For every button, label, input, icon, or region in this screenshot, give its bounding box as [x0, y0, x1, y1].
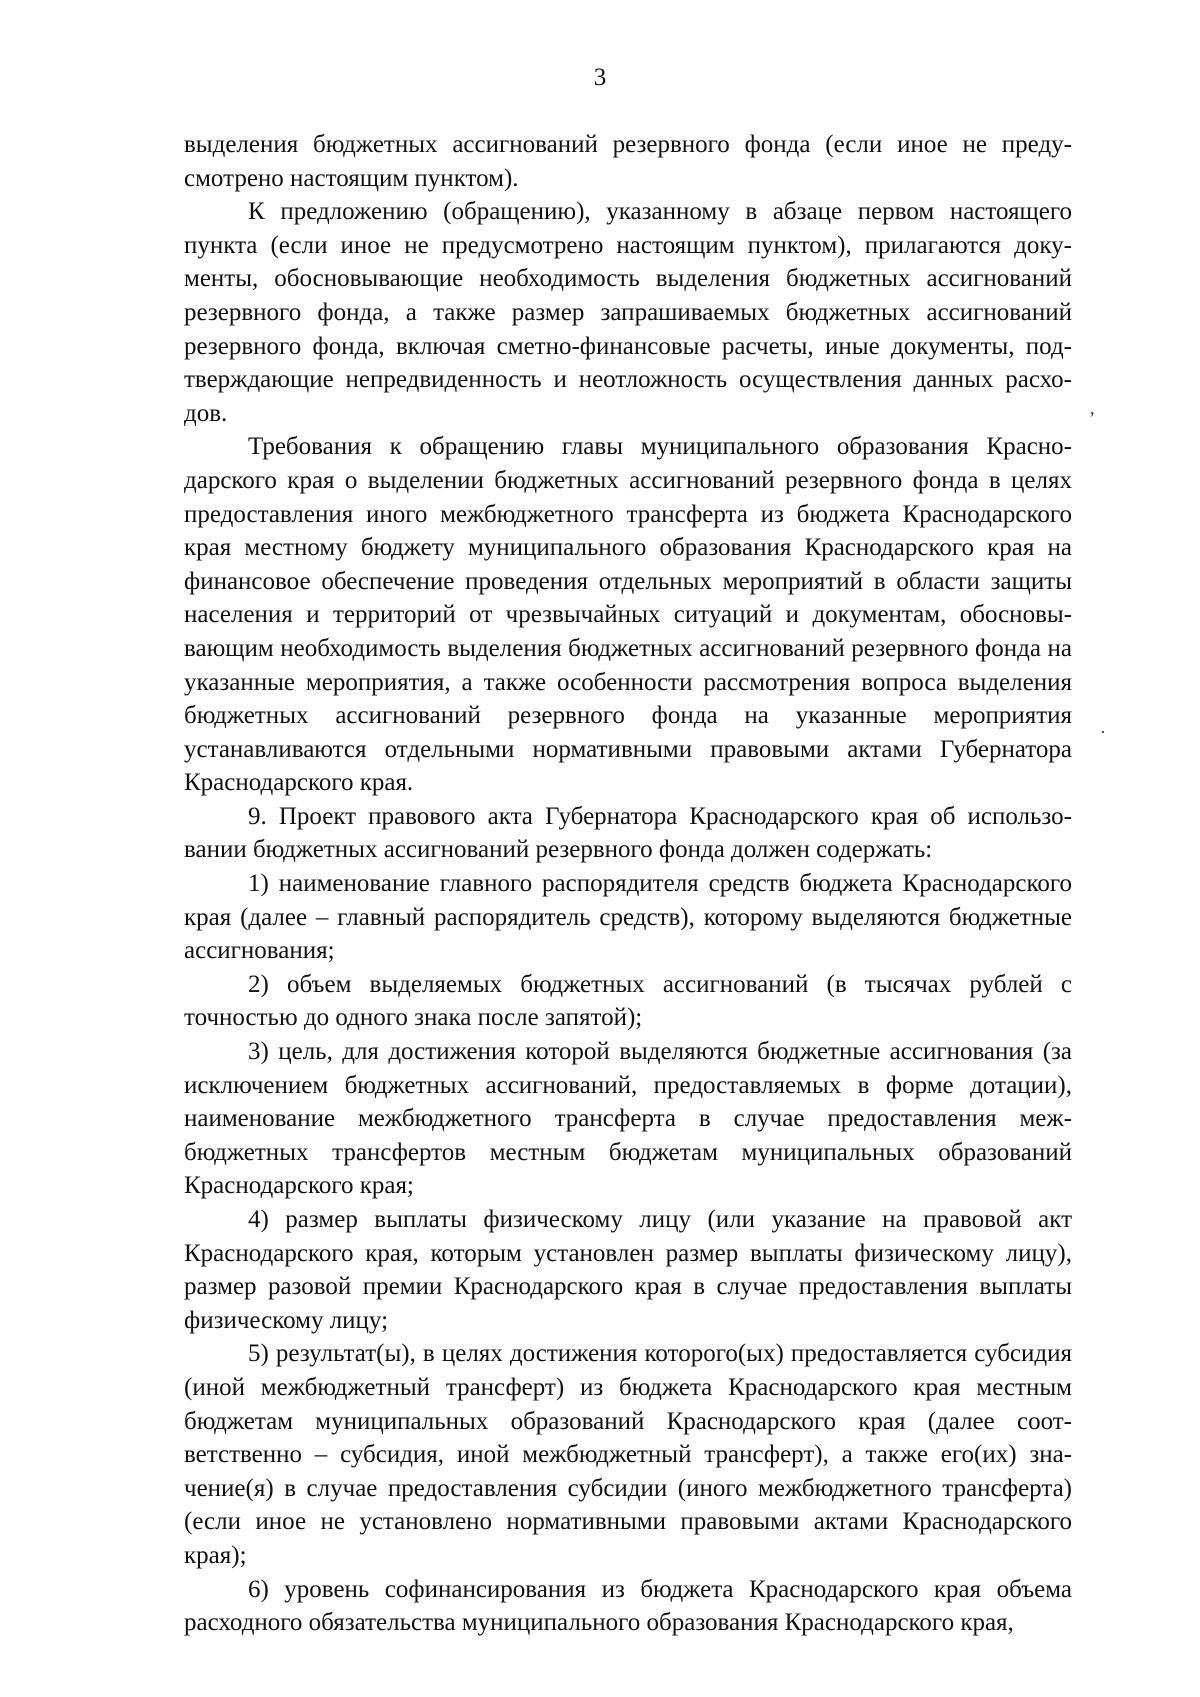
list-item-2: 2) объем выделяемых бюджетных ассигнований (в тысячах рублей с точностью до одного знака после запятой); [184, 970, 1072, 1032]
list-item-1: 1) наименование главного распорядителя средств бюджета Краснодарского края (далее – главный распорядитель средств), которому выделяются бюджетные ассигнования; [184, 870, 1072, 965]
list-item-3: 3) цель, для достижения которой выделяются бюджетные ассигнования (за исключением бюджетных ассигнований, предоставляемых в форме дотации), наименование межбюджетного трансферта в случае предоставления межбюджетных трансфертов местным бюджетам муниципальных образований Краснодарского края; [184, 1038, 1072, 1200]
margin-speck-mark: , [1090, 398, 1095, 418]
list-item-6: 6) уровень софинансирования из бюджета Краснодарского края объема расходного обязательства муниципального образования Краснодарского края, [184, 1575, 1072, 1637]
document-body [184, 128, 1072, 1640]
paragraph-attachments: К предложению (обращению), указанному в абзаце первом настоящего пункта (если иное не предусмотрено настоящим пунктом), прилагаются документы, обосновывающие необходимость выделения бюджетных ассигнований резервного фонда, а также размер запрашиваемых бюджетных ассигнований резервного фонда, включая сметно-финансовые расчеты, иные документы, подтверждающие непредвиденность и неотложность осуществления данных расходов. [184, 198, 1072, 427]
list-item-5: 5) результат(ы), в целях достижения которого(ых) предоставляется субсидия (иной межбюджетный трансферт) из бюджета Краснодарского края местным бюджетам муниципальных образований Краснодарского края (далее соответственно – субсидия, иной межбюджетный трансферт), а также его(их) значение(я) в случае предоставления субсидии (иного межбюджетного трансферта) (если иное не установлено нормативными правовыми актами Краснодарского края); [184, 1340, 1072, 1569]
list-item-4: 4) размер выплаты физическому лицу (или указание на правовой акт Краснодарского края, которым установлен размер выплаты физическому лицу), размер разовой премии Краснодарского края в случае предоставления выплаты физическому лицу; [184, 1206, 1072, 1334]
paragraph-requirements: Требования к обращению главы муниципального образования Краснодарского края о выделении бюджетных ассигнований резервного фонда в целях предоставления иного межбюджетного трансферта из бюджета Краснодарского края местному бюджету муниципального образования Краснодарского края на финансовое обеспечение проведения отдельных мероприятий в области защиты населения и территорий от чрезвычайных ситуаций и документам, обосновывающим необходимость выделения бюджетных ассигнований резервного фонда на указанные мероприятия, а также особенности рассмотрения вопроса выделения бюджетных ассигнований резервного фонда на указанные мероприятия устанавливаются отдельными нормативными правовыми актами Губернатора Краснодарского края. [184, 433, 1072, 797]
paragraph-continuation: выделения бюджетных ассигнований резервного фонда (если иное не предусмотрено настоящим пунктом). [184, 131, 1072, 192]
paragraph-item-9: 9. Проект правового акта Губернатора Краснодарского края об использовании бюджетных ассигнований резервного фонда должен содержать: [184, 802, 1072, 864]
margin-dot-mark: · [1100, 722, 1106, 742]
page-number: 3 [593, 64, 607, 91]
